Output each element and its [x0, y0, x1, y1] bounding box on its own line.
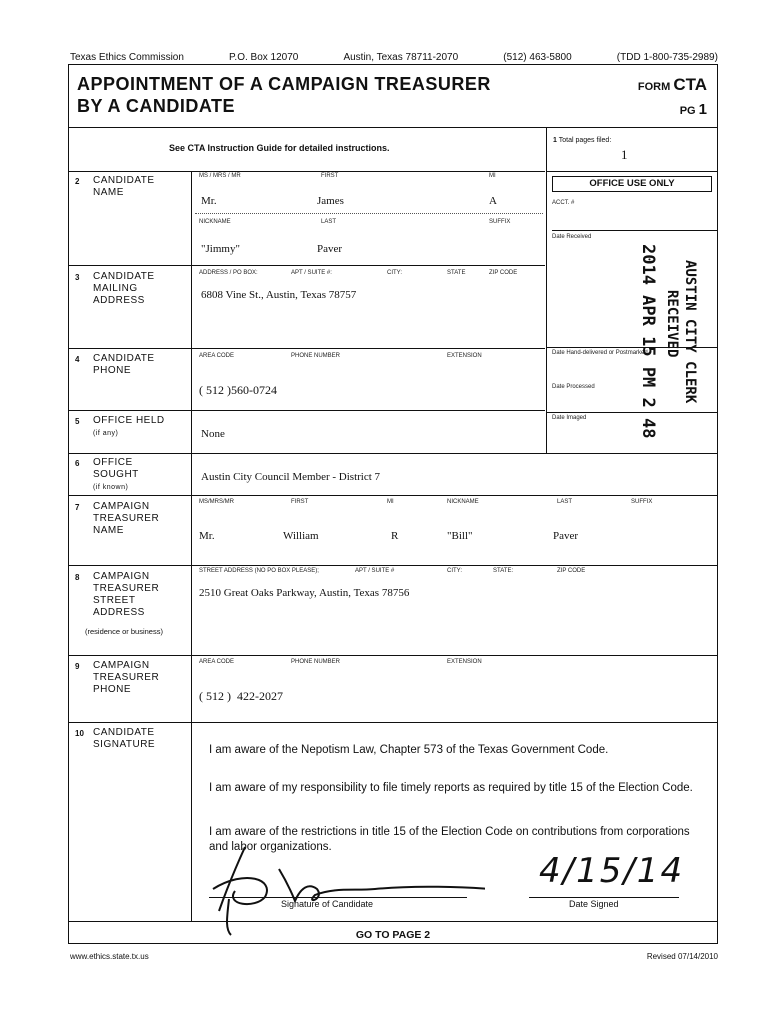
section-num: 6 — [75, 459, 80, 468]
candidate-address-value: 6808 Vine St., Austin, Texas 78757 — [201, 289, 357, 301]
candidate-phone-number: 560-0724 — [231, 383, 277, 397]
rule — [69, 171, 545, 172]
field-extension: EXTENSION — [447, 659, 482, 665]
candidate-area-code: 512 — [206, 383, 224, 397]
field-title: MS / MRS / MR — [199, 173, 241, 179]
form-label: FORM — [637, 81, 671, 93]
treasurer-address-sub: (residence or business) — [85, 627, 163, 636]
title-line-2: BY A CANDIDATE — [77, 96, 236, 116]
candidate-name-label: CANDIDATE NAME — [93, 175, 155, 198]
acct-label: ACCT. # — [552, 200, 575, 206]
field-city: CITY: — [447, 568, 463, 574]
candidate-title: Mr. — [201, 195, 217, 207]
reporting-statement: I am aware of my responsibility to file timely reports as required by title 15 of the Election Code. — [209, 782, 693, 794]
rule — [69, 722, 717, 723]
rule — [69, 655, 717, 656]
total-pages-label — [553, 137, 611, 144]
cta-form — [68, 64, 718, 944]
field-state: STATE — [447, 270, 466, 276]
date-processed-label: Date Processed — [552, 384, 595, 390]
office-held-sub: (if any) — [93, 430, 119, 437]
treasurer-phone-value: ( 512 ) 422-2027 — [199, 689, 283, 703]
office-sought-text: OFFICE SOUGHT — [93, 457, 139, 480]
form-code-value: CTA — [673, 75, 707, 94]
rule — [195, 213, 543, 214]
signature-caption: Signature of Candidate — [281, 899, 374, 909]
agency-tdd: (TDD 1-800-735-2989) — [616, 52, 718, 63]
field-zip: ZIP CODE — [557, 568, 586, 574]
date-line — [529, 897, 679, 898]
received-stamp-clerk: AUSTIN CITY CLERK — [682, 260, 698, 404]
field-extension: EXTENSION — [447, 353, 482, 359]
treasurer-phone-number: 422-2027 — [237, 689, 283, 703]
treasurer-name-label: CAMPAIGN TREASURER NAME — [93, 501, 160, 536]
form-code — [638, 75, 707, 118]
field-suffix: SUFFIX — [489, 219, 511, 225]
instructions: See CTA Instruction Guide for detailed instructions. — [169, 143, 390, 153]
agency-header — [70, 52, 718, 63]
field-zip: ZIP CODE — [489, 270, 518, 276]
treasurer-address-label: CAMPAIGN TREASURER STREET ADDRESS — [93, 571, 160, 618]
treasurer-nickname: "Bill" — [447, 530, 473, 542]
date-hand-label: Date Hand-delivered or Postmarked — [552, 350, 648, 356]
handwritten-signature — [205, 839, 485, 939]
rule — [69, 348, 545, 349]
candidate-first: James — [317, 195, 344, 207]
date-signed-value: 4/15/14 — [539, 851, 685, 891]
candidate-phone-value: ( 512 )560-0724 — [199, 383, 277, 397]
office-use-box — [546, 171, 717, 454]
office-sought-label — [93, 457, 173, 494]
candidate-last: Paver — [317, 243, 343, 255]
title-line-1: APPOINTMENT OF A CAMPAIGN TREASURER — [77, 74, 491, 94]
field-apt: APT / SUITE # — [355, 568, 395, 574]
treasurer-area-code: 512 — [206, 689, 224, 703]
field-first: FIRST — [321, 173, 339, 179]
go-to-page-2: GO TO PAGE 2 — [355, 929, 431, 941]
field-last: LAST — [557, 499, 573, 505]
section-num: 7 — [75, 503, 80, 512]
field-phone: PHONE NUMBER — [291, 353, 341, 359]
treasurer-last: Paver — [553, 530, 579, 542]
date-received-label: Date Received — [552, 234, 592, 240]
page-number: 1 — [698, 101, 707, 118]
agency-name: Texas Ethics Commission — [70, 52, 184, 63]
section-num: 9 — [75, 662, 80, 671]
candidate-address-label: CANDIDATE MAILING ADDRESS — [93, 271, 155, 306]
treasurer-address-value: 2510 Great Oaks Parkway, Austin, Texas 78756 — [199, 587, 410, 599]
footer-url: www.ethics.state.tx.us — [70, 952, 149, 961]
field-apt: APT / SUITE #: — [291, 270, 332, 276]
office-held-value: None — [201, 428, 225, 440]
total-pages-num: 1 — [553, 137, 557, 144]
field-nickname: NICKNAME — [447, 499, 479, 505]
field-last: LAST — [321, 219, 337, 225]
field-first: FIRST — [291, 499, 309, 505]
contributions-statement: I am aware of the restrictions in title 15 of the Election Code on contributions from corporations and labor organizations. — [209, 826, 690, 853]
rule — [191, 171, 192, 921]
received-stamp-label: RECEIVED — [664, 290, 680, 358]
rule — [546, 412, 717, 413]
candidate-mi: A — [489, 195, 497, 207]
field-state: STATE: — [493, 568, 514, 574]
agency-city: Austin, Texas 78711-2070 — [343, 52, 459, 63]
office-held-text: OFFICE HELD — [93, 415, 165, 426]
treasurer-phone-label: CAMPAIGN TREASURER PHONE — [93, 660, 160, 695]
agency-phone: (512) 463-5800 — [503, 52, 572, 63]
office-sought-sub: (if known) — [93, 484, 129, 491]
footer-revised: Revised 07/14/2010 — [646, 952, 718, 961]
rule — [552, 230, 717, 231]
total-pages-value: 1 — [621, 147, 628, 162]
received-stamp-date: 2014 APR 15 PM 2 48 — [638, 244, 658, 439]
field-mi: MI — [489, 173, 496, 179]
section-num: 5 — [75, 417, 80, 426]
rule — [69, 410, 545, 411]
rule — [69, 127, 717, 128]
treasurer-first: William — [283, 530, 319, 542]
field-phone: PHONE NUMBER — [291, 659, 341, 665]
section-num: 8 — [75, 573, 80, 582]
section-num: 2 — [75, 177, 80, 186]
field-area-code: AREA CODE — [199, 659, 235, 665]
office-held-label — [93, 415, 173, 440]
field-mi: MI — [387, 499, 394, 505]
candidate-signature-label: CANDIDATE SIGNATURE — [93, 727, 156, 750]
field-address: ADDRESS / PO BOX: — [199, 270, 258, 276]
candidate-nickname: "Jimmy" — [201, 243, 240, 255]
total-pages-text: Total pages filed: — [558, 137, 612, 144]
agency-pobox: P.O. Box 12070 — [229, 52, 299, 63]
nepotism-statement: I am aware of the Nepotism Law, Chapter 573 of the Texas Government Code. — [209, 744, 609, 756]
date-imaged-label: Date Imaged — [552, 415, 587, 421]
section-num: 4 — [75, 355, 80, 364]
treasurer-mi: R — [391, 530, 399, 542]
form-title — [77, 73, 491, 117]
date-caption: Date Signed — [569, 899, 619, 909]
field-suffix: SUFFIX — [631, 499, 653, 505]
section-num: 10 — [75, 729, 84, 738]
field-city: CITY: — [387, 270, 403, 276]
field-title: MS/MRS/MR — [199, 499, 234, 505]
rule — [69, 495, 717, 496]
rule — [69, 565, 717, 566]
page-label: PG — [679, 105, 696, 117]
section-num: 3 — [75, 273, 80, 282]
office-use-title: OFFICE USE ONLY — [552, 176, 712, 192]
candidate-phone-label: CANDIDATE PHONE — [93, 353, 155, 376]
office-sought-value: Austin City Council Member - District 7 — [201, 471, 381, 483]
rule — [69, 265, 545, 266]
field-nickname: NICKNAME — [199, 219, 231, 225]
treasurer-title: Mr. — [199, 530, 215, 542]
field-area-code: AREA CODE — [199, 353, 235, 359]
field-address: STREET ADDRESS (NO PO BOX PLEASE); — [199, 568, 319, 574]
